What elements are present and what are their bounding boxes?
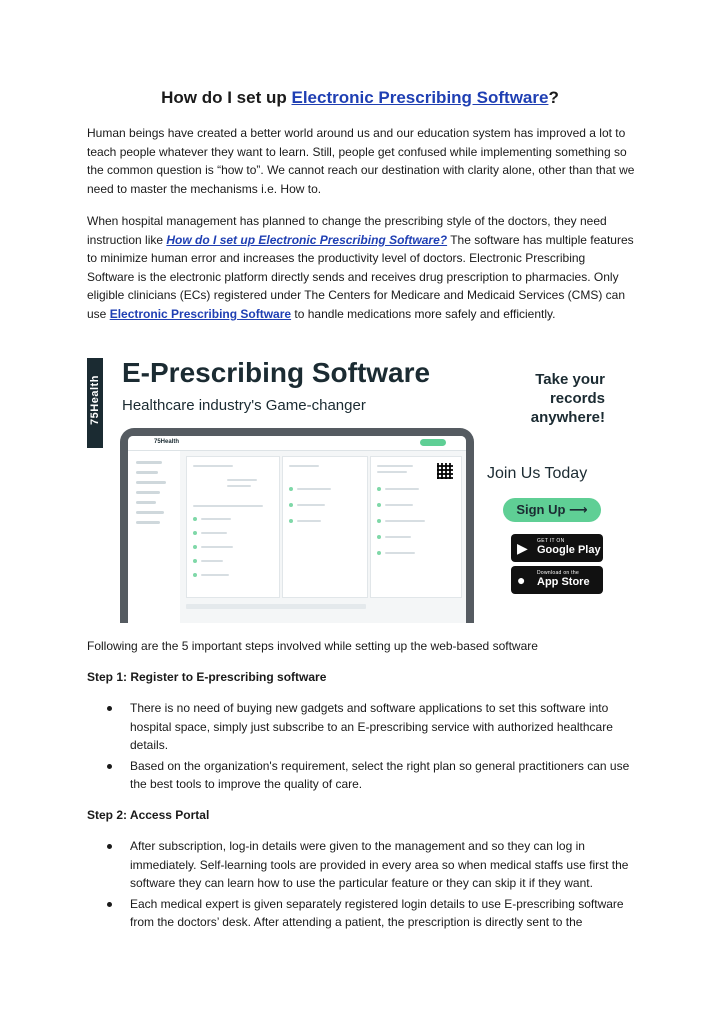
take-records-text bbox=[485, 370, 605, 427]
step2-bullet-2: Each medical expert is given separately registered login details to use E-prescribing software from the doctors’ desk. After attending a patient, the prescription is directly sent to the bbox=[130, 896, 624, 930]
inline-link-eps[interactable]: Electronic Prescribing Software bbox=[109, 306, 292, 321]
para2-text-c: to handle medications more safely and efficiently. bbox=[291, 306, 556, 321]
title-suffix: ? bbox=[548, 88, 559, 107]
list-item bbox=[87, 699, 635, 755]
take-line-3: anywhere! bbox=[530, 409, 605, 426]
brand-vertical-text: 75Health bbox=[89, 375, 101, 425]
apple-icon: ● bbox=[517, 572, 526, 588]
title-text: How do I set up bbox=[161, 88, 292, 107]
list-item bbox=[87, 895, 635, 932]
article-title bbox=[0, 88, 720, 108]
laptop-illustration bbox=[120, 428, 474, 623]
sign-up-button[interactable]: Sign Up ⟶ bbox=[503, 498, 601, 522]
screen-card-summary bbox=[370, 456, 462, 598]
step1-bullet-2: Based on the organization's requirement, select the right plan so general practitioners can use the best tools to improve the quality of care. bbox=[130, 758, 630, 792]
apple-small-text: Download on the bbox=[537, 570, 580, 576]
paragraph-steps-intro: Following are the 5 important steps involved while setting up the web-based software bbox=[87, 639, 538, 653]
screen-logo: 75Health bbox=[154, 439, 180, 445]
take-line-1: Take your bbox=[535, 371, 605, 388]
brand-vertical-bar bbox=[87, 358, 103, 448]
screen-card-patient bbox=[186, 456, 280, 598]
paragraph-intro: Human beings have created a better world around us and our education system has improved a lot to teach people whatever they want to learn. Still, people get confused while implementing something so the common question is “how to”. We cannot reach our destination with clarity alone, other than that we need to master the mechanisms i.e. How to. bbox=[87, 126, 635, 196]
qr-code bbox=[437, 463, 453, 479]
app-store-badge[interactable] bbox=[511, 566, 603, 594]
paragraph-setup bbox=[87, 212, 635, 324]
google-play-badge[interactable] bbox=[511, 534, 603, 562]
screen-pill bbox=[420, 439, 446, 446]
para2-text-b: The software has multiple features to minimize human error and increases the productivity level of doctors. Electronic Prescribing Software is the electronic platform directly sends and receives drug prescription to pharmacies. Only eligible clinicians (ECs) registered under The Centers for Medicare and Medicaid Services (CMS) can use bbox=[87, 232, 634, 321]
step1-heading: Step 1: Register to E-prescribing software bbox=[87, 670, 327, 684]
screen-sidebar bbox=[128, 451, 180, 623]
join-us-text: Join Us Today bbox=[487, 465, 588, 482]
step1-bullet-1: There is no need of buying new gadgets and software applications to set this software into hospital space, simply just subscribe to an E-prescribing service with authorized healthcare details. bbox=[130, 701, 613, 753]
step2-heading: Step 2: Access Portal bbox=[87, 808, 210, 822]
banner-cta-block bbox=[485, 355, 617, 623]
step2-bullet-1: After subscription, log-in details were given to the management and so they can log in immediately. Self-learning tools are provided in every area so when medical staffs use first the software they can learn how to use the particular feature or they can skip it if they want. bbox=[130, 839, 629, 891]
screen-topbar bbox=[128, 436, 466, 451]
apple-big-text: App Store bbox=[537, 576, 590, 588]
play-store-icon: ▶ bbox=[517, 540, 528, 556]
screen-card-records bbox=[282, 456, 368, 598]
google-small-text: GET IT ON bbox=[537, 538, 565, 544]
list-item bbox=[87, 757, 635, 794]
step1-list bbox=[87, 699, 635, 796]
google-big-text: Google Play bbox=[537, 544, 601, 556]
laptop-screen bbox=[128, 436, 466, 623]
para2-text-a: When hospital management has planned to change the prescribing style of the doctors, they need instruction like bbox=[87, 214, 607, 247]
take-line-2: records bbox=[549, 390, 605, 407]
title-link[interactable]: Electronic Prescribing Software bbox=[291, 88, 549, 107]
inline-link-how-to[interactable]: How do I set up Electronic Prescribing Software? bbox=[166, 232, 448, 247]
promo-banner bbox=[87, 355, 617, 623]
step2-list bbox=[87, 837, 635, 934]
banner-headline: E-Prescribing Software bbox=[122, 357, 431, 388]
banner-subheadline: Healthcare industry's Game-changer bbox=[122, 397, 366, 414]
list-item bbox=[87, 837, 635, 893]
